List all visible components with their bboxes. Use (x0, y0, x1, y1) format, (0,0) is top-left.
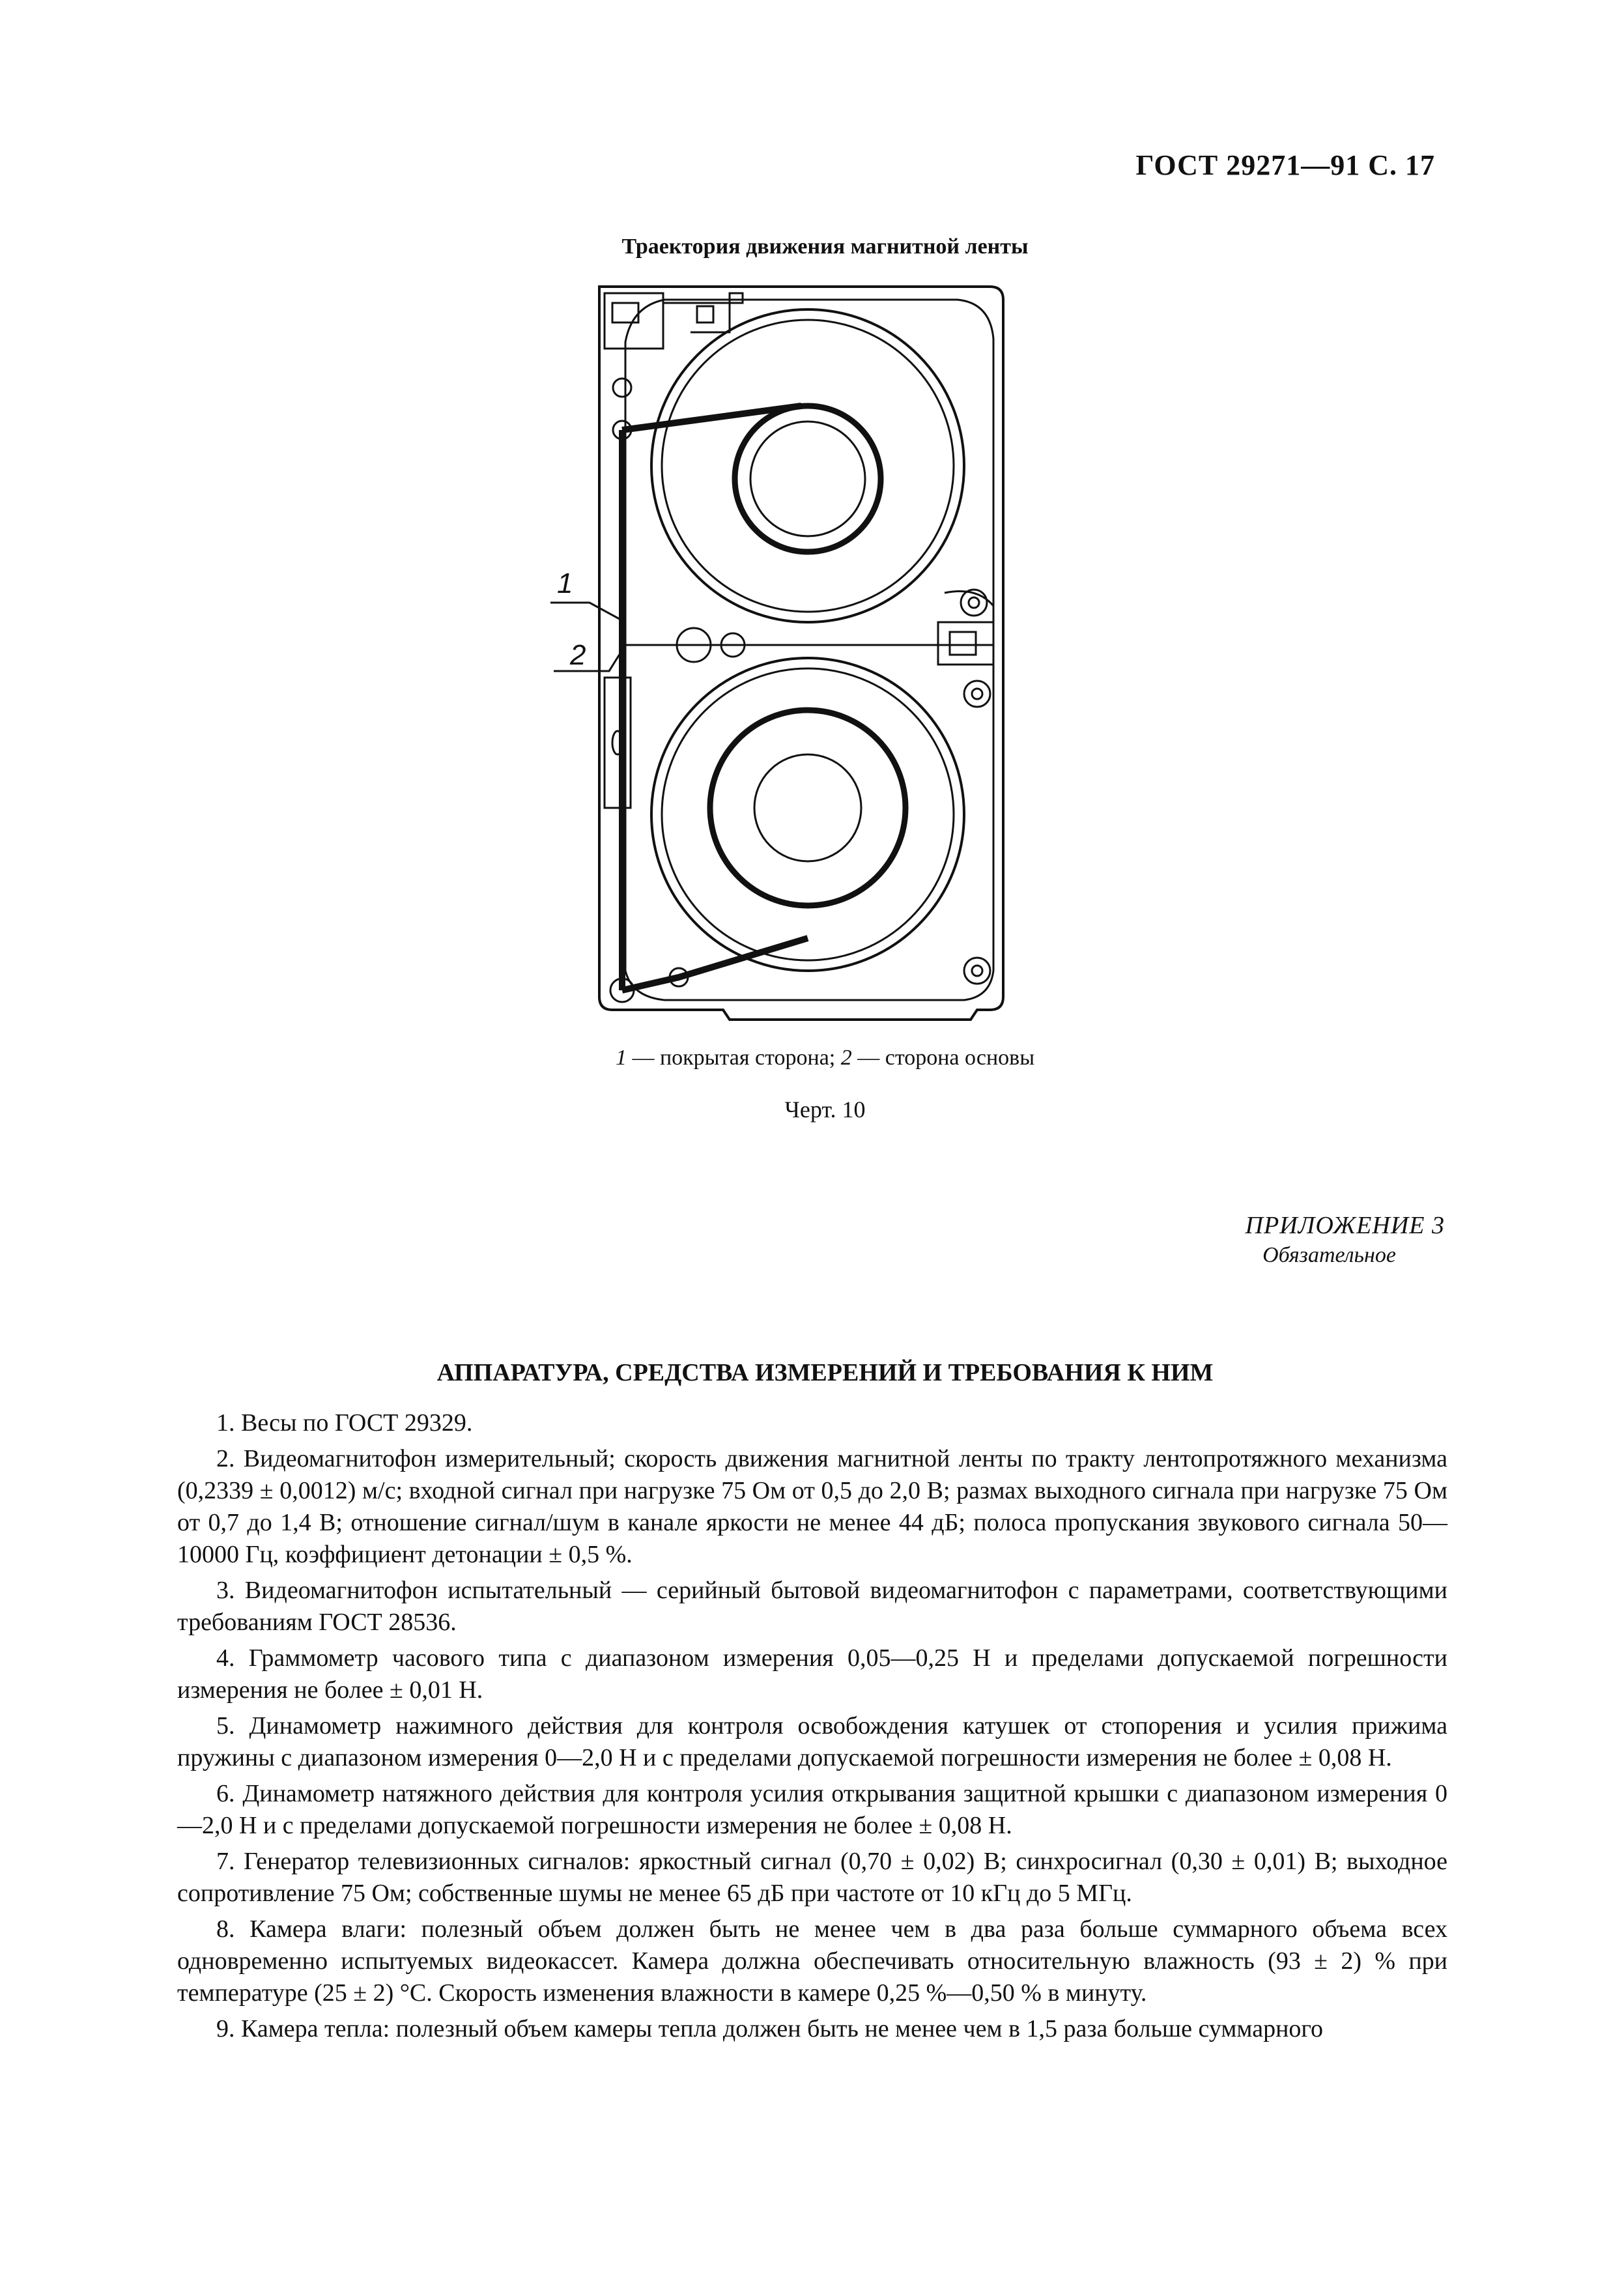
list-item: 4. Граммометр часового типа с диапазоном измерения 0,05—0,25 Н и пределами допускаемой погрешности измерения не более ± 0,01 Н. (177, 1644, 1447, 1704)
requirements-list (177, 1407, 1447, 2049)
legend-number-1: 1 (615, 1046, 627, 1070)
figure-title: Траектория движения магнитной ленты (621, 235, 1029, 259)
list-item: 7. Генератор телевизионных сигналов: яркостный сигнал (0,70 ± 0,02) В; синхросигнал (0,30 ± 0,01) В; выходное сопротивление 75 Ом; собственные шумы не менее 65 дБ при частоте от 10 кГц до 5 МГц. (177, 1848, 1447, 1907)
list-item: 8. Камера влаги: полезный объем должен быть не менее чем в два раза больше суммарного объема всех одновременно испытуемых видеокассет. Камера должна обеспечивать относительную влажность (93 ± 2) % при температуре (25 ± 2) °С. Скорость изменения влажности в камере 0,25 %—0,50 % в минуту. (177, 1915, 1447, 2007)
section-title: АППАРАТУРА, СРЕДСТВА ИЗМЕРЕНИЙ И ТРЕБОВАНИЯ К НИМ (436, 1359, 1214, 1386)
appendix-status: Обязательное (1262, 1243, 1396, 1267)
list-item: 6. Динамометр натяжного действия для контроля усилия открывания защитной крышки с диапазоном измерения 0—2,0 Н и с пределами допускаемой погрешности измерения не более ± 0,08 Н. (177, 1780, 1447, 1839)
legend-number-2: 2 (840, 1046, 852, 1070)
figure-number: Черт. 10 (784, 1096, 866, 1123)
callout-1: 1 (557, 567, 573, 599)
list-item: 9. Камера тепла: полезный объем камеры тепла должен быть не менее чем в 1,5 раза больше суммарного (216, 2015, 1324, 2042)
legend-text-1: — покрытая сторона; (626, 1046, 841, 1070)
list-item: 2. Видеомагнитофон измерительный; скорость движения магнитной ленты по тракту лентопротяжного механизма (0,2339 ± 0,0012) м/с; входной сигнал при нагрузке 75 Ом от 0,5 до 2,0 В; размах выходного сигнала при нагрузке 75 Ом от 0,7 до 1,4 В; отношение сигнал/шум в канале яркости не менее 44 дБ; полоса пропускания звукового сигнала 50—10000 Гц, коэффициент детонации ± 0,5 %. (177, 1445, 1447, 1568)
list-item: 1. Весы по ГОСТ 29329. (216, 1409, 473, 1437)
page-header: ГОСТ 29271—91 С. 17 (1135, 149, 1435, 181)
cassette-tape-path-drawing (557, 280, 1016, 1029)
appendix-label: ПРИЛОЖЕНИЕ 3 (1245, 1212, 1445, 1239)
callout-2: 2 (570, 639, 586, 671)
list-item: 3. Видеомагнитофон испытательный — серийный бытовой видеомагнитофон с параметрами, соответствующими требованиям ГОСТ 28536. (177, 1577, 1447, 1636)
figure-legend (0, 1046, 1624, 1070)
legend-text-2: — сторона основы (851, 1046, 1035, 1070)
appendix-heading (1246, 1210, 1445, 1270)
list-item: 5. Динамометр нажимного действия для контроля освобождения катушек от стопорения и усилия прижима пружины с диапазоном измерения 0—2,0 Н и с пределами допускаемой погрешности измерения не более ± 0,08 Н. (177, 1712, 1447, 1771)
